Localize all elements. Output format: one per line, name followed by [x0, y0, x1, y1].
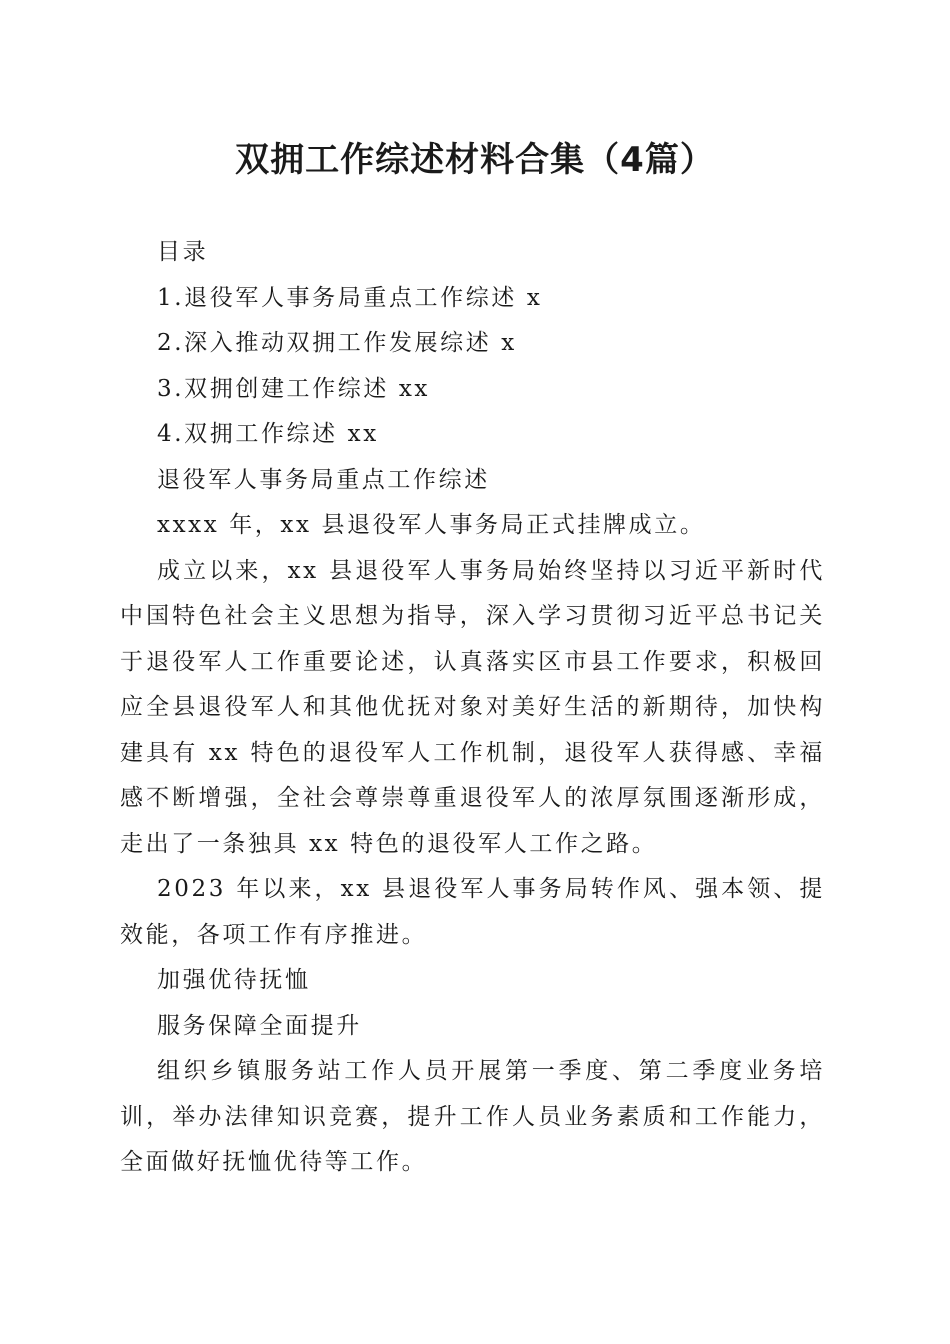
- article-title: 退役军人事务局重点工作综述: [157, 466, 490, 493]
- toc-item-3: 3.双拥创建工作综述 xx: [157, 375, 430, 402]
- paragraph: 2023 年以来，xx 县退役军人事务局转作风、强本领、提效能，各项工作有序推进。: [120, 876, 825, 948]
- toc-item-4: 4.双拥工作综述 xx: [157, 421, 379, 447]
- paragraph: xxxx 年，xx 县退役军人事务局正式挂牌成立。: [157, 512, 706, 538]
- toc-heading: 目录: [157, 239, 209, 265]
- toc-item-1: 1.退役军人事务局重点工作综述 x: [157, 284, 543, 311]
- section-heading: 加强优待抚恤: [157, 967, 311, 993]
- document-title: 双拥工作综述材料合集（4篇）: [235, 140, 715, 180]
- document-body: [120, 230, 825, 1186]
- paragraph: 成立以来，xx 县退役军人事务局始终坚持以习近平新时代中国特色社会主义思想为指导，深入学习贯彻习近平总书记关于退役军人工作重要论述，认真落实区市县工作要求，积极回应全县退役军人和其他优抚对象对美好生活的新期待，加快构建具有 xx 特色的退役军人工作机制，退役军人获得感、幸福感不断增强，全社会尊崇尊重退役军人的浓厚氛围逐渐形成，走出了一条独具 xx 特色的退役军人工作之路。: [120, 557, 825, 857]
- toc-item-2: 2.深入推动双拥工作发展综述 x: [157, 330, 517, 356]
- paragraph: 组织乡镇服务站工作人员开展第一季度、第二季度业务培训，举办法律知识竞赛，提升工作人员业务素质和工作能力，全面做好抚恤优待等工作。: [120, 1058, 825, 1175]
- subsection-heading: 服务保障全面提升: [157, 1012, 362, 1039]
